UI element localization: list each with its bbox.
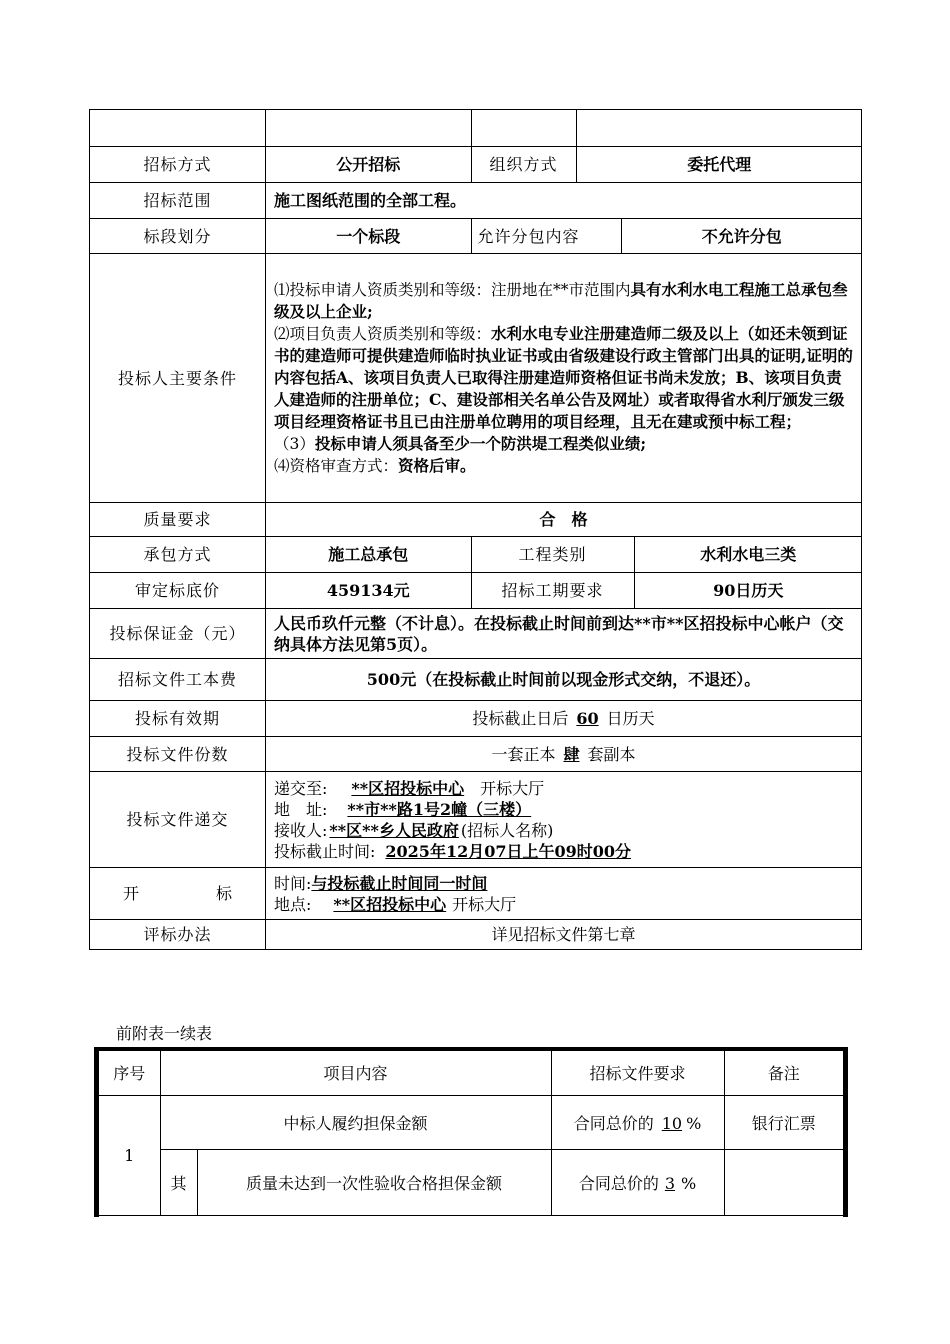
- opening-time: 与投标截止时间同一时间: [311, 873, 488, 893]
- column-header: 备注: [724, 1051, 843, 1095]
- table-row: [90, 920, 862, 950]
- deadline: 2025年12月07日上午09时00分: [385, 841, 632, 861]
- table-row: [90, 701, 862, 737]
- row-label: 质量要求: [90, 503, 266, 537]
- period-value: 90日历天: [634, 573, 862, 608]
- row-number: 1: [99, 1095, 160, 1215]
- table-row: [90, 503, 862, 537]
- table-row: [99, 1149, 843, 1215]
- condition-item: ⑵项目负责人资质类别和等级：水利水电专业注册建造师二级及以上（如还未领到证书的建造师可提供建造师临时执业证书或由省级建设行政主管部门出具的证明,证明的内容包括A、该项目负责人已取得注册建造师资格但证书尚未发放；B、该项目负责人建造师的注册单位；C、建设部相关名单公告及网址）或者取得省水利厅颁发三级项目经理资格证书且已由注册单位聘用的项目经理，且无在建或预中标工程；: [274, 324, 853, 431]
- row-label: 组织方式: [471, 147, 576, 182]
- condition-item: ⑷资格审查方式：资格后审。: [274, 456, 476, 475]
- copies-cell: 一套正本 肆 套副本: [266, 737, 862, 772]
- table-row: [90, 537, 862, 573]
- copies-count: 肆: [563, 744, 580, 764]
- table-row: [90, 737, 862, 772]
- validity-cell: 投标截止日后 60 日历天: [266, 701, 862, 737]
- eval-value: 详见招标文件第七章: [266, 920, 862, 950]
- row-label: 招标工期要求: [471, 573, 634, 608]
- table-header-row: [99, 1051, 843, 1095]
- fee-value: 500元（在投标截止时间前以现金形式交纳，不退还）。: [266, 659, 862, 701]
- conditions-cell: [266, 254, 862, 503]
- delivery-address: **市**路1号2幢（三楼）: [347, 799, 532, 819]
- table-row: [99, 1095, 843, 1149]
- row-label: 标段划分: [90, 219, 266, 254]
- column-header: 招标文件要求: [551, 1051, 724, 1095]
- condition-item: ⑴投标申请人资质类别和等级：注册地在**市范围内具有水利水电工程施工总承包叁级及以上企业;: [274, 280, 848, 321]
- row-label: 投标人主要条件: [90, 254, 266, 503]
- table-row: [90, 772, 862, 868]
- condition-item: （3）投标申请人须具备至少一个防洪堤工程类似业绩;: [274, 434, 647, 453]
- row-label: 允许分包内容: [471, 219, 621, 253]
- table-row: [90, 254, 862, 503]
- row-label: 投标文件份数: [90, 737, 266, 772]
- sub-label: 其: [160, 1149, 197, 1215]
- item-content: 中标人履约担保金额: [160, 1095, 551, 1149]
- column-header: 项目内容: [160, 1051, 551, 1095]
- table-row: [90, 183, 862, 219]
- validity-days: 60: [576, 709, 599, 728]
- table-row: [90, 219, 862, 254]
- row-label: 投标文件递交: [90, 772, 266, 868]
- opening-cell: 时间:与投标截止时间同一时间 地点: **区招投标中心 开标大厅: [266, 868, 862, 920]
- table-row: [90, 110, 862, 147]
- delivery-cell: 递交至: **区招投标中心 开标大厅 地 址: **市**路1号2幢（三楼） 接收人: **区**乡人民政府 (招标人名称) 投标截止时间: 2025年12月07日上午09时00分: [266, 772, 862, 868]
- item-content: 质量未达到一次性验收合格担保金额: [197, 1149, 551, 1215]
- scope-value: 施工图纸范围的全部工程。: [266, 183, 862, 219]
- row-label: 评标办法: [90, 920, 266, 950]
- row-label: 承包方式: [90, 537, 266, 573]
- table-row: [90, 868, 862, 920]
- requirement: 合同总价的 10 %: [551, 1095, 724, 1149]
- row-label: 招标方式: [90, 147, 266, 183]
- section-value: 一个标段: [336, 226, 401, 246]
- delivery-location: **区招投标中心: [351, 778, 465, 798]
- table-row: [90, 609, 862, 659]
- row-label: 工程类别: [471, 537, 634, 572]
- row-label: 审定标底价: [90, 573, 266, 609]
- table-row: [90, 573, 862, 609]
- row-label: 投标保证金（元）: [90, 609, 266, 659]
- quality-value: 合 格: [266, 503, 862, 537]
- deposit-value: 人民币玖仟元整（不计息）。在投标截止时间前到达**市**区招投标中心帐户（交纳具体方法见第5页）。: [266, 609, 862, 659]
- receiver: **区**乡人民政府: [329, 820, 459, 840]
- table-caption: 前附表一续表: [116, 1024, 213, 1043]
- continued-table: [94, 1047, 848, 1217]
- row-label: 招标范围: [90, 183, 266, 219]
- column-header: 序号: [99, 1051, 160, 1095]
- requirement: 合同总价的 3 %: [551, 1149, 724, 1215]
- category-value: 水利水电三类: [634, 537, 862, 572]
- method-value: 公开招标: [336, 155, 401, 174]
- row-label: 投标有效期: [90, 701, 266, 737]
- bid-data-table: [89, 109, 862, 950]
- row-label: 招标文件工本费: [90, 659, 266, 701]
- table-row: [90, 659, 862, 701]
- note: [724, 1149, 843, 1215]
- subcontract-value: 不允许分包: [621, 219, 862, 253]
- org-value: 委托代理: [576, 147, 862, 182]
- contract-value: 施工总承包: [328, 545, 409, 564]
- opening-place: **区招投标中心: [333, 894, 447, 914]
- price-value: 459134元: [326, 581, 410, 600]
- row-label: 开 标: [90, 868, 266, 920]
- table-row: [90, 147, 862, 183]
- note: 银行汇票: [724, 1095, 843, 1149]
